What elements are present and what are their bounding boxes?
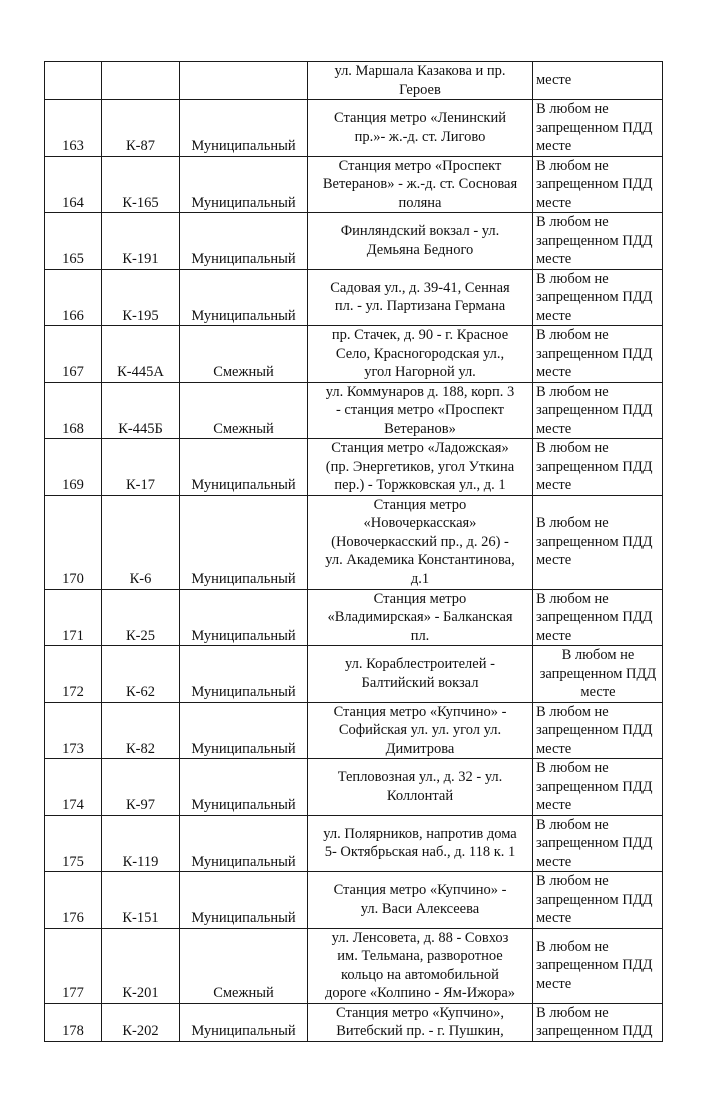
cell-type: Муниципальный bbox=[180, 269, 308, 326]
table-row bbox=[45, 62, 663, 100]
table-row bbox=[45, 872, 663, 929]
cell-number: 167 bbox=[45, 326, 102, 383]
cell-number: 166 bbox=[45, 269, 102, 326]
table-row bbox=[45, 213, 663, 270]
cell-type: Муниципальный bbox=[180, 702, 308, 759]
table-row bbox=[45, 156, 663, 213]
cell-place: В любом не запрещенном ПДД месте bbox=[533, 100, 663, 157]
cell-number: 174 bbox=[45, 759, 102, 816]
cell-route bbox=[102, 62, 180, 100]
cell-type: Смежный bbox=[180, 382, 308, 439]
cell-path: ул. Кораблестроителей - Балтийский вокзал bbox=[308, 646, 533, 703]
table-row bbox=[45, 646, 663, 703]
cell-type: Муниципальный bbox=[180, 872, 308, 929]
cell-path: Станция метро «Купчино», Витебский пр. - г. Пушкин, bbox=[308, 1003, 533, 1041]
cell-path: Станция метро «Ладожская» (пр. Энергетиков, угол Уткина пер.) - Торжковская ул., д. 1 bbox=[308, 439, 533, 496]
cell-place: В любом не запрещенном ПДД месте bbox=[533, 589, 663, 646]
cell-route: К-87 bbox=[102, 100, 180, 157]
cell-path: ул. Маршала Казакова и пр. Героев bbox=[308, 62, 533, 100]
cell-path: Станция метро «Владимирская» - Балканская пл. bbox=[308, 589, 533, 646]
cell-path: ул. Коммунаров д. 188, корп. 3 - станция метро «Проспект Ветеранов» bbox=[308, 382, 533, 439]
cell-path: Финляндский вокзал - ул. Демьяна Бедного bbox=[308, 213, 533, 270]
cell-place: В любом не запрещенном ПДД месте bbox=[533, 815, 663, 872]
cell-place: В любом не запрещенном ПДД месте bbox=[533, 439, 663, 496]
cell-type: Муниципальный bbox=[180, 646, 308, 703]
cell-place: В любом не запрещенном ПДД месте bbox=[533, 382, 663, 439]
cell-number: 164 bbox=[45, 156, 102, 213]
cell-place: В любом не запрещенном ПДД месте bbox=[533, 759, 663, 816]
cell-path: Станция метро «Ленинский пр.»- ж.-д. ст. Лигово bbox=[308, 100, 533, 157]
cell-type: Муниципальный bbox=[180, 759, 308, 816]
cell-type: Муниципальный bbox=[180, 100, 308, 157]
cell-path: пр. Стачек, д. 90 - г. Красное Село, Красногородская ул., угол Нагорной ул. bbox=[308, 326, 533, 383]
table-row bbox=[45, 495, 663, 589]
table-row bbox=[45, 1003, 663, 1041]
cell-route: К-25 bbox=[102, 589, 180, 646]
cell-path: Станция метро «Новочеркасская» (Новочеркасский пр., д. 26) - ул. Академика Константинова, д.1 bbox=[308, 495, 533, 589]
table-row bbox=[45, 589, 663, 646]
cell-place: В любом не запрещенном ПДД месте bbox=[533, 646, 663, 703]
cell-route: К-62 bbox=[102, 646, 180, 703]
cell-place: В любом не запрещенном ПДД месте bbox=[533, 928, 663, 1003]
cell-route: К-191 bbox=[102, 213, 180, 270]
cell-number: 172 bbox=[45, 646, 102, 703]
cell-type: Смежный bbox=[180, 928, 308, 1003]
cell-number: 176 bbox=[45, 872, 102, 929]
cell-type: Муниципальный bbox=[180, 213, 308, 270]
table-row bbox=[45, 326, 663, 383]
cell-path: Станция метро «Купчино» - Софийская ул. ул. угол ул. Димитрова bbox=[308, 702, 533, 759]
cell-route: К-151 bbox=[102, 872, 180, 929]
cell-type: Муниципальный bbox=[180, 589, 308, 646]
cell-type: Муниципальный bbox=[180, 815, 308, 872]
cell-number: 171 bbox=[45, 589, 102, 646]
table-row bbox=[45, 100, 663, 157]
table-row bbox=[45, 759, 663, 816]
cell-route: К-202 bbox=[102, 1003, 180, 1041]
cell-type: Муниципальный bbox=[180, 439, 308, 496]
cell-place: В любом не запрещенном ПДД месте bbox=[533, 213, 663, 270]
cell-number: 169 bbox=[45, 439, 102, 496]
cell-path: ул. Ленсовета, д. 88 - Совхоз им. Тельмана, разворотное кольцо на автомобильной дороге «Колпино - Ям-Ижора» bbox=[308, 928, 533, 1003]
cell-route: К-97 bbox=[102, 759, 180, 816]
cell-place: месте bbox=[533, 62, 663, 100]
cell-number: 168 bbox=[45, 382, 102, 439]
cell-number: 173 bbox=[45, 702, 102, 759]
cell-path: Садовая ул., д. 39-41, Сенная пл. - ул. Партизана Германа bbox=[308, 269, 533, 326]
table-body bbox=[45, 62, 663, 1042]
cell-number: 170 bbox=[45, 495, 102, 589]
cell-route: К-445А bbox=[102, 326, 180, 383]
cell-path: Тепловозная ул., д. 32 - ул. Коллонтай bbox=[308, 759, 533, 816]
cell-number bbox=[45, 62, 102, 100]
cell-route: К-201 bbox=[102, 928, 180, 1003]
cell-number: 165 bbox=[45, 213, 102, 270]
table-row bbox=[45, 928, 663, 1003]
cell-type bbox=[180, 62, 308, 100]
cell-route: К-195 bbox=[102, 269, 180, 326]
cell-path: Станция метро «Купчино» - ул. Васи Алексеева bbox=[308, 872, 533, 929]
table-row bbox=[45, 269, 663, 326]
cell-place: В любом не запрещенном ПДД месте bbox=[533, 269, 663, 326]
table-row bbox=[45, 382, 663, 439]
cell-place: В любом не запрещенном ПДД месте bbox=[533, 156, 663, 213]
cell-route: К-17 bbox=[102, 439, 180, 496]
table-row bbox=[45, 439, 663, 496]
cell-place: В любом не запрещенном ПДД месте bbox=[533, 702, 663, 759]
cell-place: В любом не запрещенном ПДД месте bbox=[533, 326, 663, 383]
cell-place: В любом не запрещенном ПДД месте bbox=[533, 495, 663, 589]
cell-route: К-165 bbox=[102, 156, 180, 213]
cell-type: Муниципальный bbox=[180, 1003, 308, 1041]
cell-number: 178 bbox=[45, 1003, 102, 1041]
cell-place: В любом не запрещенном ПДД месте bbox=[533, 872, 663, 929]
cell-type: Смежный bbox=[180, 326, 308, 383]
cell-number: 175 bbox=[45, 815, 102, 872]
cell-route: К-445Б bbox=[102, 382, 180, 439]
table-row bbox=[45, 815, 663, 872]
cell-route: К-82 bbox=[102, 702, 180, 759]
cell-type: Муниципальный bbox=[180, 495, 308, 589]
cell-route: К-6 bbox=[102, 495, 180, 589]
cell-path: ул. Полярников, напротив дома 5- Октябрьская наб., д. 118 к. 1 bbox=[308, 815, 533, 872]
cell-path: Станция метро «Проспект Ветеранов» - ж.-д. ст. Сосновая поляна bbox=[308, 156, 533, 213]
cell-number: 177 bbox=[45, 928, 102, 1003]
cell-type: Муниципальный bbox=[180, 156, 308, 213]
cell-number: 163 bbox=[45, 100, 102, 157]
table-row bbox=[45, 702, 663, 759]
cell-route: К-119 bbox=[102, 815, 180, 872]
routes-table bbox=[44, 61, 663, 1042]
cell-place: В любом не запрещенном ПДД bbox=[533, 1003, 663, 1041]
